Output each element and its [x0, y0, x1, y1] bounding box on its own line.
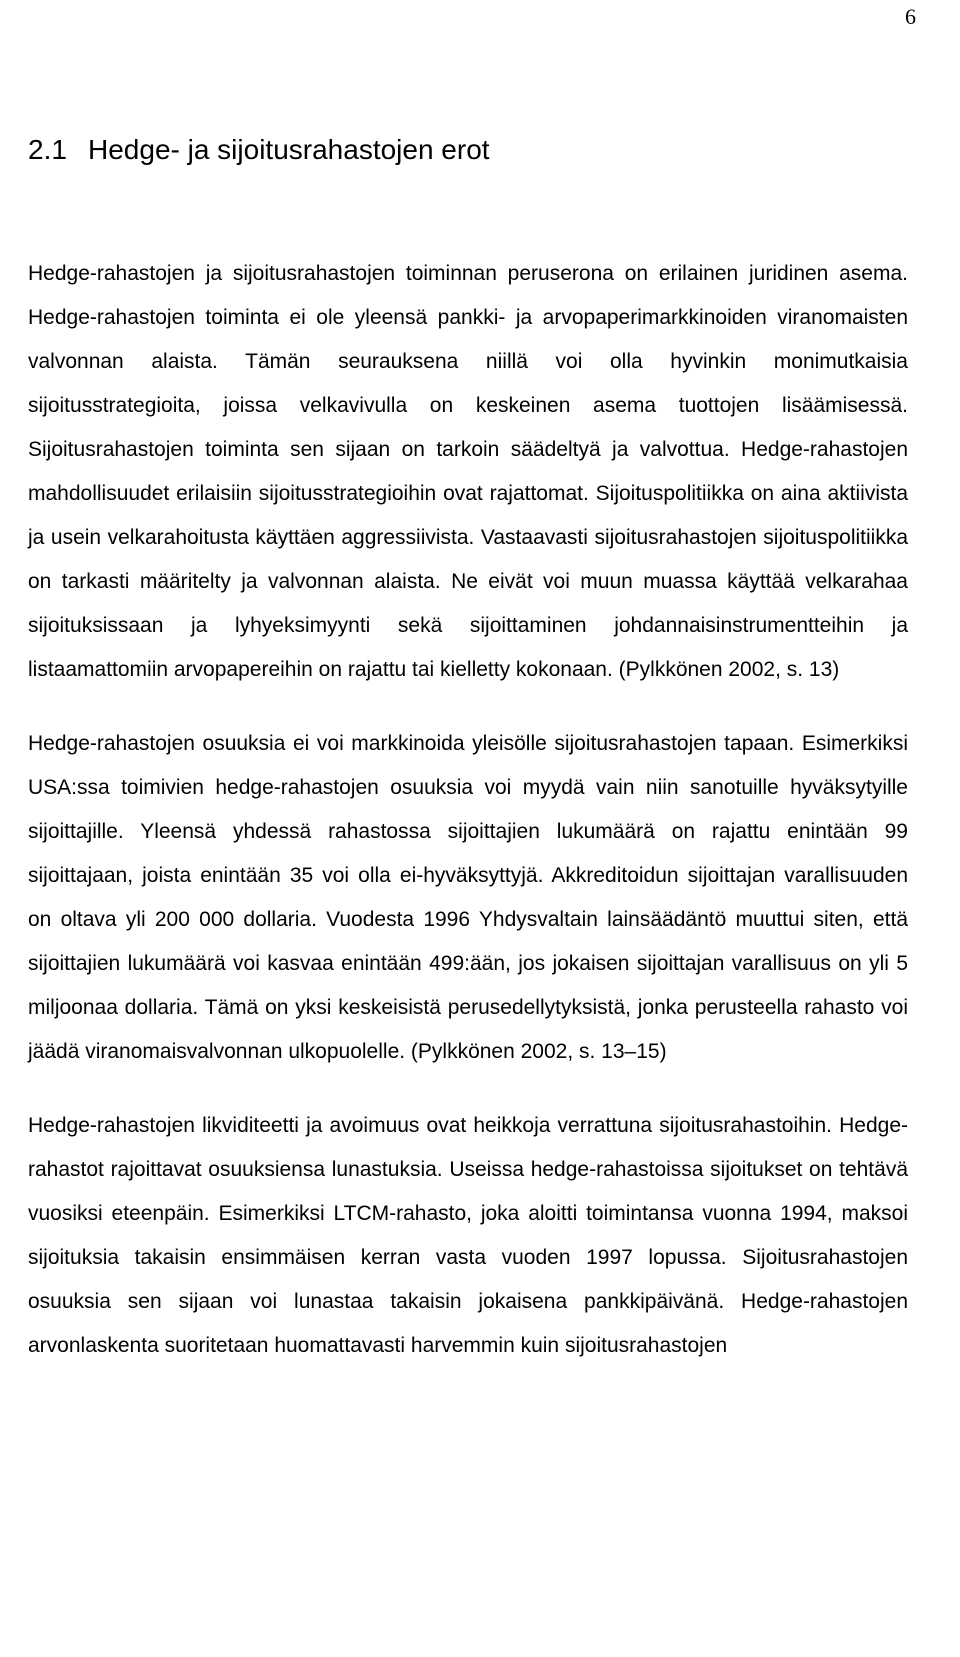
- section-title: Hedge- ja sijoitusrahastojen erot: [88, 134, 490, 165]
- paragraph-2: Hedge-rahastojen osuuksia ei voi markkinoida yleisölle sijoitusrahastojen tapaan. Esimerkiksi USA:ssa toimivien hedge-rahastojen osuuksia voi myydä vain niin sanotuille hyväksytyille sijoittajille. Yleensä yhdessä rahastossa sijoittajien lukumäärä on rajattu enintään 99 sijoittajaan, joista enintään 35 voi olla ei-hyväksyttyjä. Akkreditoidun sijoittajan varallisuuden on oltava yli 200 000 dollaria. Vuodesta 1996 Yhdysvaltain lainsäädäntö muuttui siten, että sijoittajien lukumäärä voi kasvaa enintään 499:ään, jos jokaisen sijoittajan varallisuus on yli 5 miljoonaa dollaria. Tämä on yksi keskeisistä perusedellytyksistä, jonka perusteella rahasto voi jäädä viranomaisvalvonnan ulkopuolelle. (Pylkkönen 2002, s. 13–15): [28, 732, 908, 1063]
- page-number: 6: [905, 4, 916, 29]
- body-text: [28, 252, 908, 1398]
- paragraph-1: Hedge-rahastojen ja sijoitusrahastojen toiminnan peruserona on erilainen juridinen asema. Hedge-rahastojen toiminta ei ole yleensä pankki- ja arvopaperimarkkinoiden viranomaisten valvonnan alaista. Tämän seurauksena niillä voi olla hyvinkin monimutkaisia sijoitusstrategioita, joissa velkavivulla on keskeinen asema tuottojen lisäämisessä. Sijoitusrahastojen toiminta sen sijaan on tarkoin säädeltyä ja valvottua. Hedge-rahastojen mahdollisuudet erilaisiin sijoitusstrategioihin ovat rajattomat. Sijoituspolitiikka on aina aktiivista ja usein velkarahoitusta käyttäen aggressiivista. Vastaavasti sijoitusrahastojen sijoituspolitiikka on tarkasti määritelty ja valvonnan alaista. Ne eivät voi muun muassa käyttää velkarahaa sijoituksissaan ja lyhyeksimyynti sekä sijoittaminen johdannaisinstrumentteihin ja listaamattomiin arvopapereihin on rajattu tai kielletty kokonaan. (Pylkkönen 2002, s. 13): [28, 262, 908, 681]
- paragraph-3: Hedge-rahastojen likviditeetti ja avoimuus ovat heikkoja verrattuna sijoitusrahastoihin. Hedge-rahastot rajoittavat osuuksiensa lunastuksia. Useissa hedge-rahastoissa sijoitukset on tehtävä vuosiksi eteenpäin. Esimerkiksi LTCM-rahasto, joka aloitti toimintansa vuonna 1994, maksoi sijoituksia takaisin ensimmäisen kerran vasta vuoden 1997 lopussa. Sijoitusrahastojen osuuksia sen sijaan voi lunastaa takaisin jokaisena pankkipäivänä. Hedge-rahastojen arvonlaskenta suoritetaan huomattavasti harvemmin kuin sijoitusrahastojen: [28, 1114, 908, 1357]
- section-number: 2.1: [28, 134, 67, 165]
- section-heading: [28, 134, 490, 166]
